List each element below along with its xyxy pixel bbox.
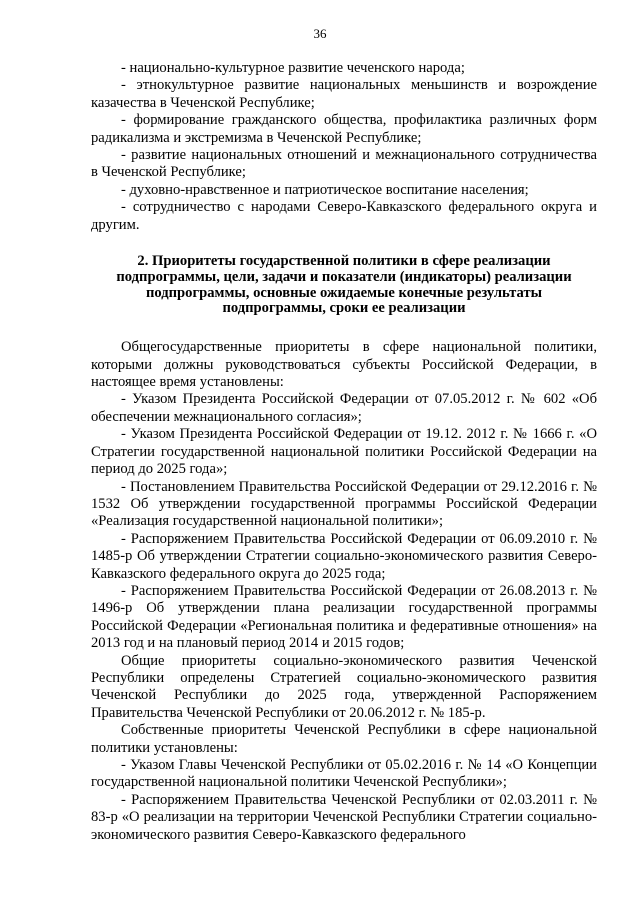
list-item: - развитие национальных отношений и межнационального сотрудничества в Чеченской Республике; [91,147,597,181]
paragraph: Собственные приоритеты Чеченской Республики в сфере национальной политики установлены: [91,722,597,756]
list-item: - Указом Президента Российской Федерации от 19.12. 2012 г. № 1666 г. «О Стратегии государственной национальной политики Российской Федерации на период до 2025 года»; [91,426,597,478]
paragraph: Общегосударственные приоритеты в сфере национальной политики, которыми должны руководствоваться субъекты Российской Федерации, в настоящее время установлены: [91,339,597,391]
list-item: - сотрудничество с народами Северо-Кавказского федерального округа и другим. [91,199,597,233]
section-heading: 2. Приоритеты государственной политики в сфере реализации подпрограммы, цели, задачи и показатели (индикаторы) реализации подпрограммы, основные ожидаемые конечные результаты подпрограммы, сроки ее реализации [116,253,572,317]
page-number: 36 [313,26,327,41]
list-item: - формирование гражданского общества, профилактика различных форм радикализма и экстремизма в Чеченской Республике; [91,112,597,146]
document-body [91,60,597,844]
list-item: - Указом Главы Чеченской Республики от 05.02.2016 г. № 14 «О Концепции государственной национальной политики Чеченской Республики»; [91,757,597,791]
list-item: - Распоряжением Правительства Российской Федерации от 06.09.2010 г. № 1485-р Об утверждении Стратегии социально-экономического развития Северо-Кавказского федерального округа до 2025 года; [91,530,597,582]
list-item: - Распоряжением Правительства Чеченской Республики от 02.03.2011 г. № 83-р «О реализации на территории Чеченской Республики Стратегии социально-экономического развития Северо-Кавказского федерального [91,791,597,843]
list-item: - этнокультурное развитие национальных меньшинств и возрождение казачества в Чеченской Республике; [91,77,597,111]
list-item: - Распоряжением Правительства Российской Федерации от 26.08.2013 г. № 1496-р Об утверждении плана реализации государственной программы Российской Федерации «Региональная политика и федеративные отношения» на 2013 год и на плановый период 2014 и 2015 годов; [91,582,597,652]
list-item: - Постановлением Правительства Российской Федерации от 29.12.2016 г. № 1532 Об утверждении государственной программы Российской Федерации «Реализация государственной национальной политики»; [91,478,597,530]
paragraph: Общие приоритеты социально-экономического развития Чеченской Республики определены Стратегией социально-экономического развития Чеченской Республики до 2025 года, утвержденной Распоряжением Правительства Чеченской Республики от 20.06.2012 г. № 185-р. [91,652,597,721]
list-item: - Указом Президента Российской Федерации от 07.05.2012 г. № 602 «Об обеспечении межнационального согласия»; [91,391,597,425]
list-item: - духовно-нравственное и патриотическое воспитание населения; [121,181,529,198]
list-item: - национально-культурное развитие чеченского народа; [121,60,465,76]
spacer [91,234,597,254]
spacer [91,317,597,339]
